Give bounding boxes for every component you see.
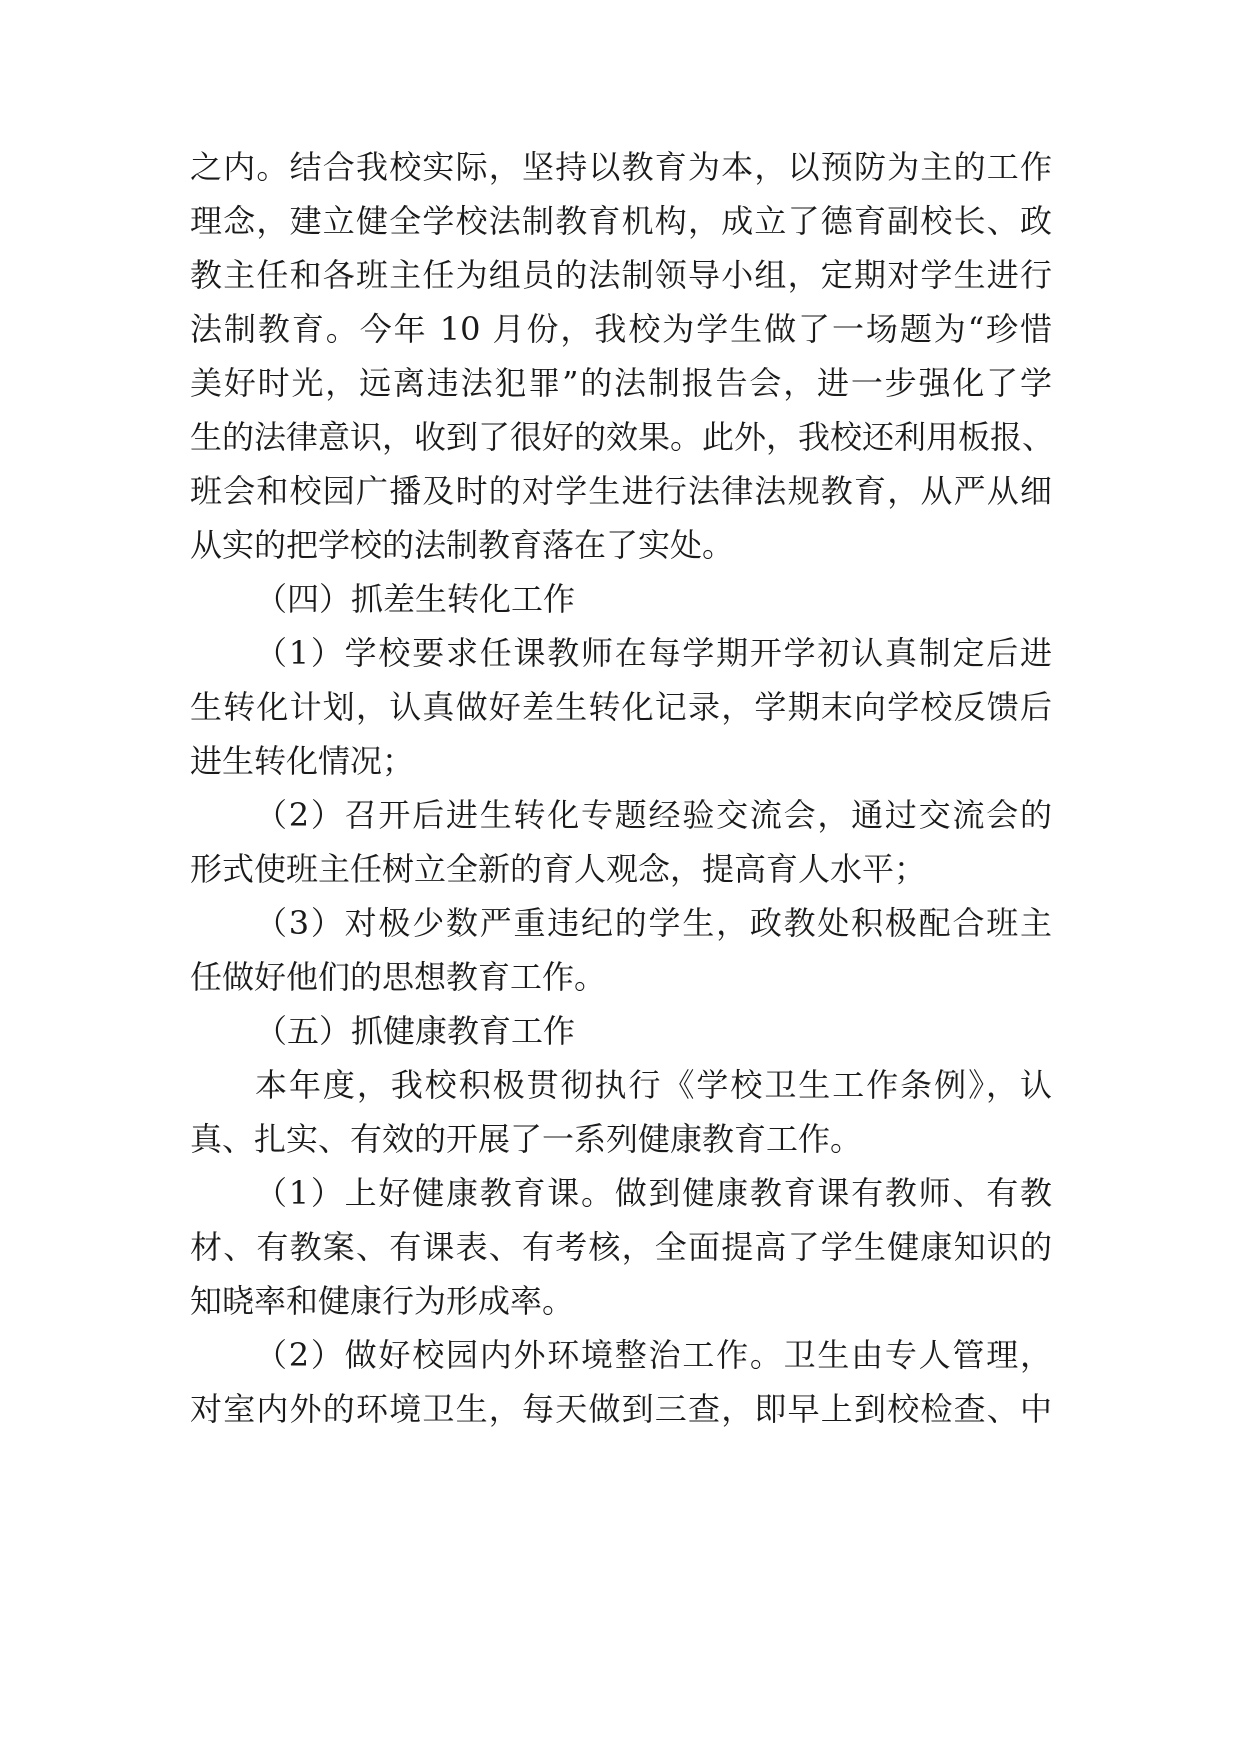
text-line: 材、有教案、有课表、有考核，全面提高了学生健康知识的 [190, 1228, 1052, 1266]
text-line: 从实的把学校的法制教育落在了实处。 [190, 526, 735, 564]
text-line: 理念，建立健全学校法制教育机构，成立了德育副校长、政 [190, 202, 1052, 240]
section-heading: （四）抓差生转化工作 [255, 580, 576, 618]
text-line: 教主任和各班主任为组员的法制领导小组，定期对学生进行 [190, 256, 1052, 294]
text-line: （2）做好校园内外环境整治工作。卫生由专人管理， [255, 1336, 1052, 1374]
text-line: （3）对极少数严重违纪的学生，政教处积极配合班主 [255, 904, 1052, 942]
text-line: 知晓率和健康行为形成率。 [190, 1282, 575, 1320]
section-heading: （五）抓健康教育工作 [255, 1012, 576, 1050]
text-line: 真、扎实、有效的开展了一系列健康教育工作。 [190, 1120, 863, 1158]
text-line: 本年度，我校积极贯彻执行《学校卫生工作条例》，认 [255, 1066, 1052, 1104]
text-line: 任做好他们的思想教育工作。 [190, 958, 607, 996]
text-line: （1）上好健康教育课。做到健康教育课有教师、有教 [255, 1174, 1052, 1212]
text-line: 形式使班主任树立全新的育人观念，提高育人水平； [190, 850, 927, 888]
text-line: 进生转化情况； [190, 742, 415, 780]
text-line: 美好时光，远离违法犯罪”的法制报告会，进一步强化了学 [190, 364, 1052, 402]
text-line: 之内。结合我校实际，坚持以教育为本，以预防为主的工作 [190, 148, 1052, 186]
text-line: （2）召开后进生转化专题经验交流会，通过交流会的 [255, 796, 1052, 834]
text-line: 生转化计划，认真做好差生转化记录，学期末向学校反馈后 [190, 688, 1052, 726]
text-line: 对室内外的环境卫生，每天做到三查，即早上到校检查、中 [190, 1390, 1052, 1428]
text-line: 法制教育。今年 10 月份，我校为学生做了一场题为“珍惜 [190, 310, 1052, 348]
text-line: 生的法律意识，收到了很好的效果。此外，我校还利用板报、 [190, 418, 1055, 456]
text-line: （1）学校要求任课教师在每学期开学初认真制定后进 [255, 634, 1052, 672]
text-line: 班会和校园广播及时的对学生进行法律法规教育，从严从细 [190, 472, 1052, 510]
